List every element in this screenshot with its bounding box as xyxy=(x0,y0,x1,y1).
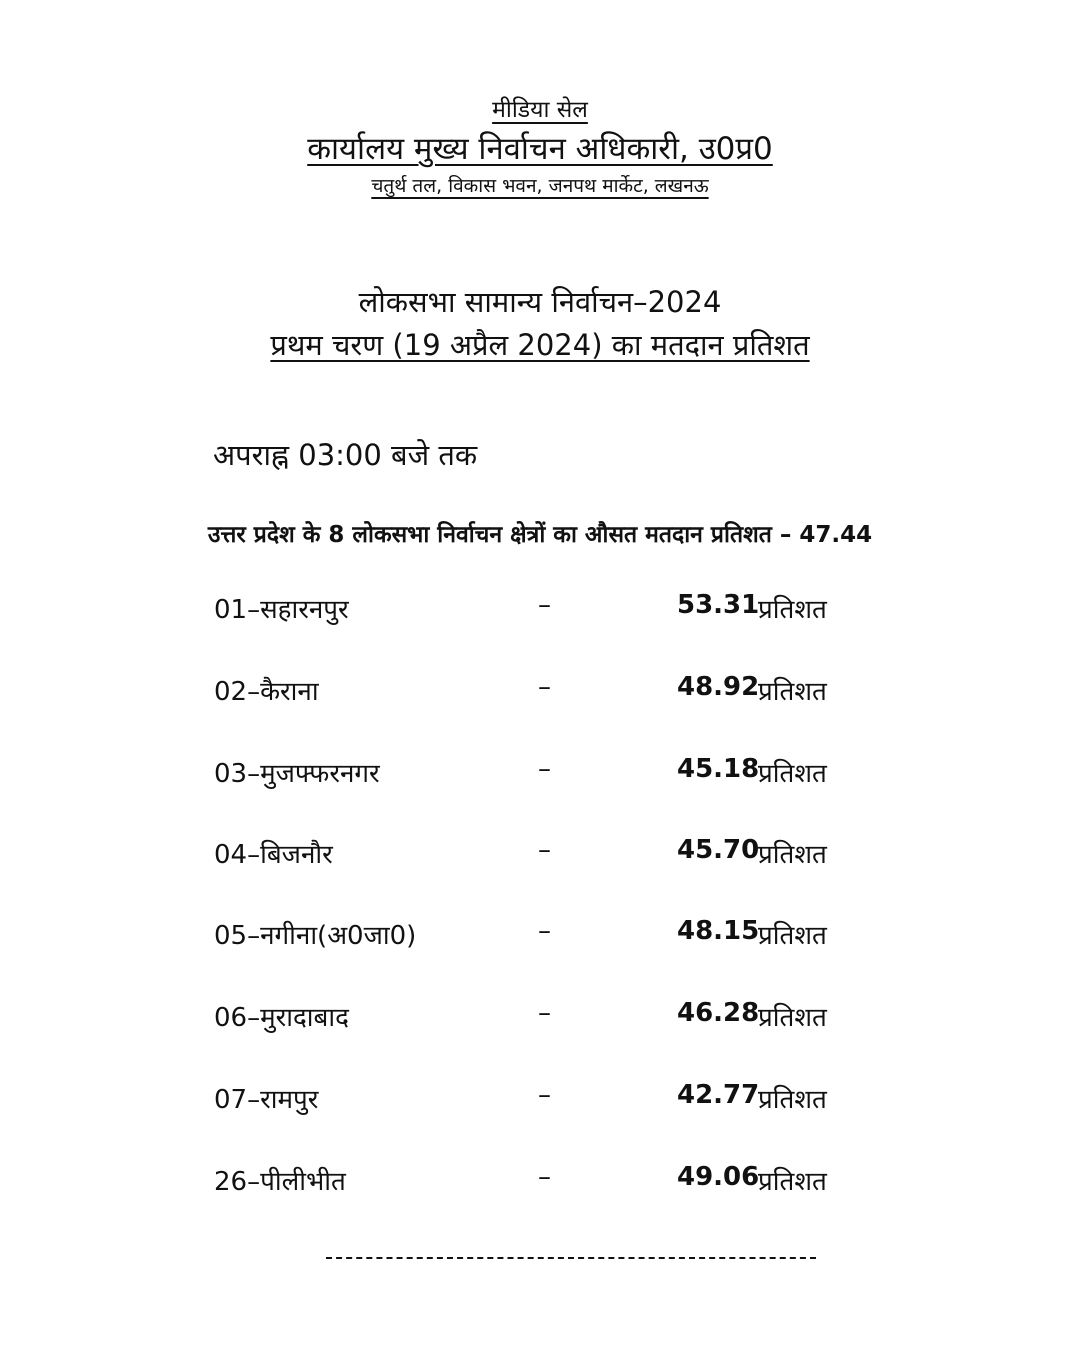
row-separator: – xyxy=(538,1080,551,1110)
turnout-value: 45.18 xyxy=(677,754,760,784)
constituency-name: 04–बिजनौर xyxy=(214,840,333,870)
turnout-unit: प्रतिशत xyxy=(758,1167,827,1197)
turnout-value: 46.28 xyxy=(677,998,760,1028)
constituency-row xyxy=(0,672,1080,712)
phase-title-text: प्रथम चरण (19 अप्रैल 2024) का मतदान प्रतिशत xyxy=(270,328,810,362)
average-turnout-line xyxy=(0,517,1080,549)
election-title: लोकसभा सामान्य निर्वाचन–2024 xyxy=(358,285,722,319)
turnout-value: 49.06 xyxy=(677,1162,760,1192)
constituency-row xyxy=(0,1162,1080,1202)
turnout-value: 45.70 xyxy=(677,835,760,865)
turnout-value: 53.31 xyxy=(677,590,760,620)
constituency-row xyxy=(0,1080,1080,1120)
row-separator: – xyxy=(538,998,551,1028)
row-separator: – xyxy=(538,835,551,865)
constituency-name: 03–मुजफ्फरनगर xyxy=(214,759,380,789)
office-name-heading xyxy=(0,127,1080,169)
row-separator: – xyxy=(538,916,551,946)
turnout-unit: प्रतिशत xyxy=(758,1003,827,1033)
office-address-text: चतुर्थ तल, विकास भवन, जनपथ मार्केट, लखनऊ xyxy=(371,175,709,197)
constituency-name: 06–मुरादाबाद xyxy=(214,1003,349,1033)
turnout-value: 48.92 xyxy=(677,672,760,702)
end-rule-divider xyxy=(326,1257,816,1259)
constituency-name: 26–पीलीभीत xyxy=(214,1167,346,1197)
turnout-unit: प्रतिशत xyxy=(758,677,827,707)
constituency-row xyxy=(0,916,1080,956)
time-label: अपराह्न 03:00 बजे तक xyxy=(213,438,478,472)
constituency-name: 07–रामपुर xyxy=(214,1085,319,1115)
turnout-unit: प्रतिशत xyxy=(758,1085,827,1115)
row-separator: – xyxy=(538,1162,551,1192)
media-cell-text: मीडिया सेल xyxy=(492,97,588,123)
office-address xyxy=(0,172,1080,198)
constituency-row xyxy=(0,998,1080,1038)
turnout-value: 48.15 xyxy=(677,916,760,946)
turnout-value: 42.77 xyxy=(677,1080,760,1110)
constituency-name: 05–नगीना(अ0जा0) xyxy=(214,921,417,951)
turnout-unit: प्रतिशत xyxy=(758,921,827,951)
constituency-row xyxy=(0,754,1080,794)
constituency-row xyxy=(0,835,1080,875)
constituency-name: 02–कैराना xyxy=(214,677,319,707)
turnout-unit: प्रतिशत xyxy=(758,595,827,625)
turnout-unit: प्रतिशत xyxy=(758,759,827,789)
average-turnout-label: उत्तर प्रदेश के 8 लोकसभा निर्वाचन क्षेत्रों का औसत मतदान प्रतिशत – xyxy=(207,522,792,548)
media-cell-heading xyxy=(0,92,1080,124)
average-turnout-value: 47.44 xyxy=(799,522,873,548)
constituency-row xyxy=(0,590,1080,630)
row-separator: – xyxy=(538,754,551,784)
row-separator: – xyxy=(538,672,551,702)
row-separator: – xyxy=(538,590,551,620)
office-name-text: कार्यालय मुख्य निर्वाचन अधिकारी, उ0प्र0 xyxy=(307,131,773,167)
phase-title xyxy=(0,325,1080,364)
turnout-unit: प्रतिशत xyxy=(758,840,827,870)
constituency-name: 01–सहारनपुर xyxy=(214,595,349,625)
